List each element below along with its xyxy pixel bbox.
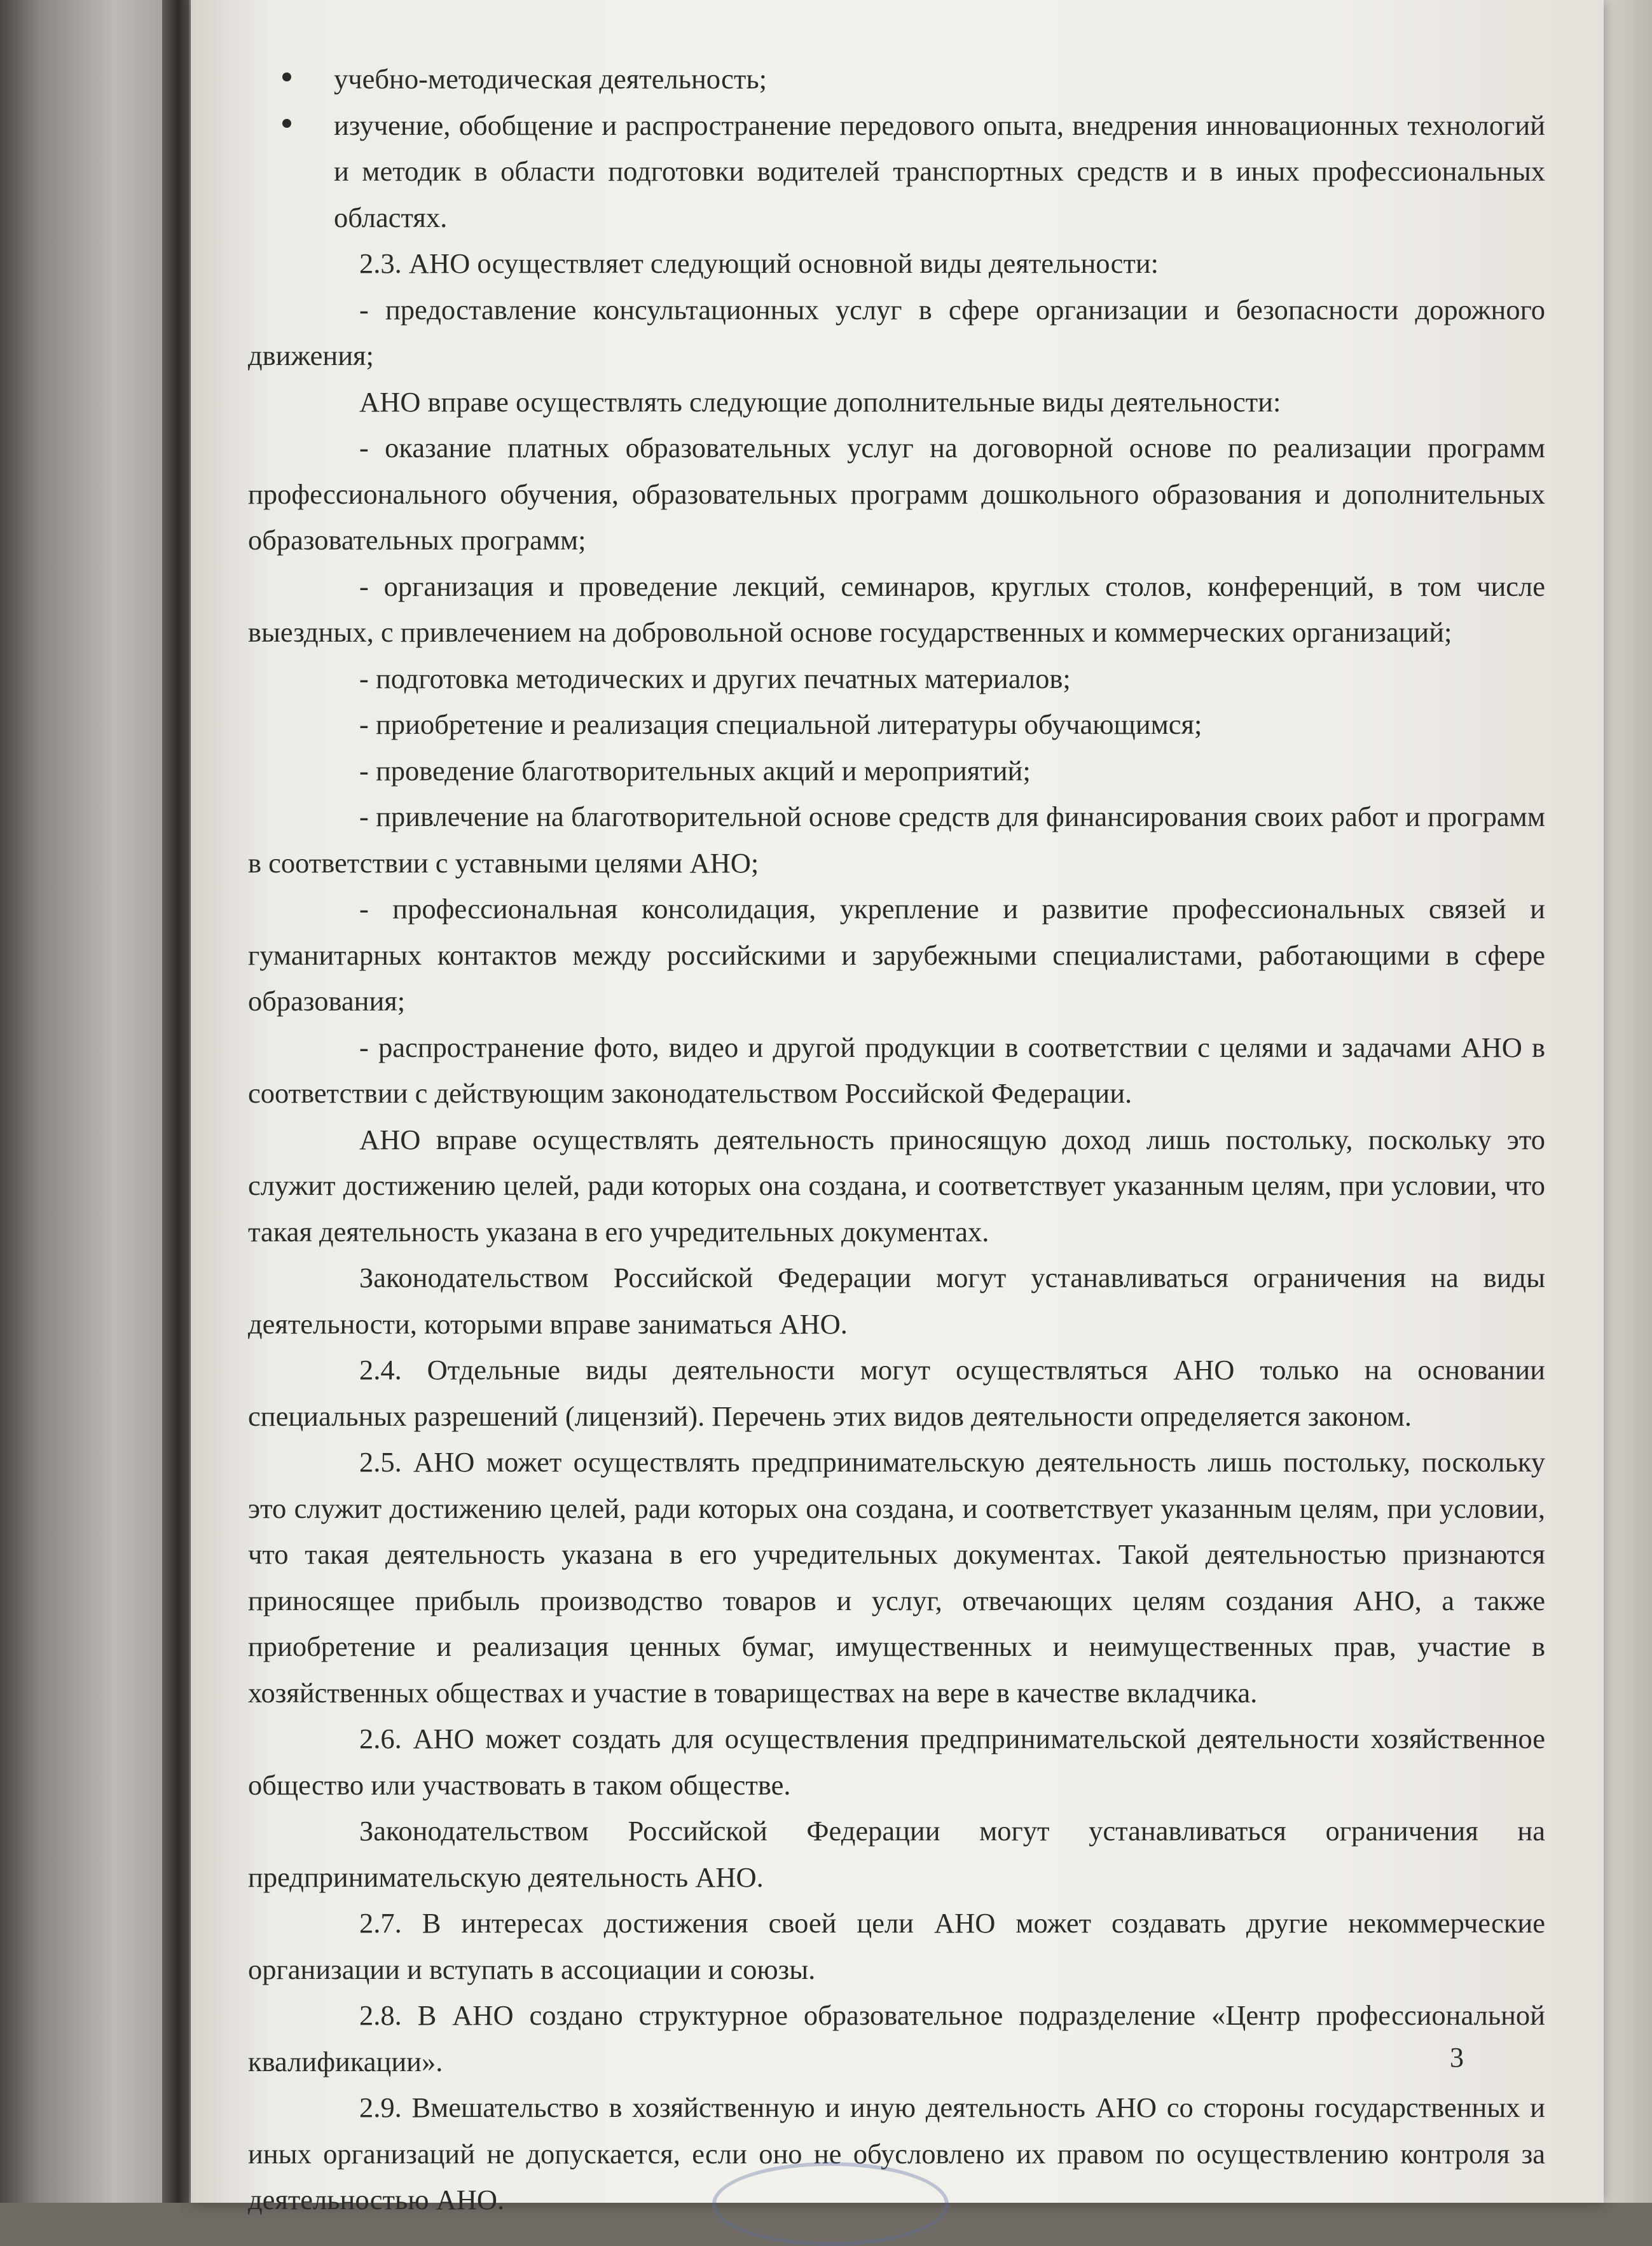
paragraph-restrictions-2: Законодательством Российской Федерации могут устанавливаться ограничения на предпринимательскую деятельность АНО. xyxy=(248,1815,1545,1893)
bullet-icon xyxy=(282,72,291,81)
stamp-fragment-icon xyxy=(712,2162,949,2246)
paragraph-additional-activities: АНО вправе осуществлять следующие дополнительные виды деятельности: xyxy=(359,385,1281,418)
paragraph-2-7: 2.7. В интересах достижения своей цели АНО может создавать другие некоммерческие организации и вступать в ассоциации и союзы. xyxy=(248,1907,1545,1985)
paragraph-2-6: 2.6. АНО может создать для осуществления предпринимательской деятельности хозяйственное общество или участвовать в таком обществе. xyxy=(248,1723,1545,1801)
paragraph-2-9: 2.9. Вмешательство в хозяйственную и иную деятельность АНО со стороны государственных и иных организаций не допускается, если оно не обусловлено их правом по осуществлению контроля за деятельностью АНО. xyxy=(248,2091,1545,2215)
paragraph-literature: - приобретение и реализация специальной литературы обучающимся; xyxy=(359,708,1202,740)
paragraph-paid-services: - оказание платных образовательных услуг на договорной основе по реализации программ профессионального обучения, образовательных программ дошкольного образования и дополнительных образовательных программ; xyxy=(248,432,1545,556)
document-body xyxy=(248,56,1545,2223)
paragraph-2-4: 2.4. Отдельные виды деятельности могут осуществляться АНО только на основании специальных разрешений (лицензий). Перечень этих видов деятельности определяется законом. xyxy=(248,1354,1545,1432)
paragraph-restrictions-1: Законодательством Российской Федерации могут устанавливаться ограничения на виды деятельности, которыми вправе заниматься АНО. xyxy=(248,1262,1545,1340)
paragraph-materials: - подготовка методических и других печатных материалов; xyxy=(359,662,1071,694)
paragraph-2-3: 2.3. АНО осуществляет следующий основной виды деятельности: xyxy=(359,247,1159,279)
bullet-list xyxy=(248,56,1545,240)
document-page xyxy=(191,0,1604,2215)
paragraph-income-activity: АНО вправе осуществлять деятельность приносящую доход лишь постольку, поскольку это служит достижению целей, ради которых она создана, и соответствует указанным целям, при условии, что такая деятельность указана в его учредительных документах. xyxy=(248,1123,1545,1248)
paragraph-2-5: 2.5. АНО может осуществлять предпринимательскую деятельность лишь постольку, поскольку это служит достижению целей, ради которых она создана, и соответствует указанным целям, при условии, что такая деятельность указана в его учредительных документах. Такой деятельностью признаются приносящее прибыль производство товаров и услуг, отвечающих целям создания АНО, а также приобретение и реализация ценных бумаг, имущественных и неимущественных прав, участие в хозяйственных обществах и участие в товариществах на вере в качестве вкладчика. xyxy=(248,1446,1545,1709)
paragraph-consolidation: - профессиональная консолидация, укрепление и развитие профессиональных связей и гуманитарных контактов между российскими и зарубежными специалистами, работающими в сфере образования; xyxy=(248,893,1545,1017)
paragraph-charity-events: - проведение благотворительных акций и мероприятий; xyxy=(359,754,1031,787)
bullet-item: изучение, обобщение и распространение передового опыта, внедрения инновационных технологий и методик в области подготовки водителей транспортных средств и в иных профессиональных областях. xyxy=(248,102,1545,241)
plastic-sleeve-edge xyxy=(1596,0,1652,2203)
paragraph-lectures: - организация и проведение лекций, семинаров, круглых столов, конференций, в том числе выездных, с привлечением на добровольной основе государственных и коммерческих организаций; xyxy=(248,570,1545,648)
paragraph-charity-funds: - привлечение на благотворительной основе средств для финансирования своих работ и программ в соответствии с уставными целями АНО; xyxy=(248,801,1545,879)
bullet-item: учебно-методическая деятельность; xyxy=(248,56,1545,102)
paragraph-distribution: - распространение фото, видео и другой продукции в соответствии с целями и задачами АНО в соответствии с действующим законодательством Российской Федерации. xyxy=(248,1031,1545,1109)
paragraph-2-8: 2.8. В АНО создано структурное образовательное подразделение «Центр профессиональной квалификации». xyxy=(248,1999,1545,2077)
bullet-icon xyxy=(282,119,291,128)
page-number: 3 xyxy=(1450,2042,1464,2073)
paragraph-consulting: - предоставление консультационных услуг в сфере организации и безопасности дорожного движения; xyxy=(248,293,1545,371)
binder-spine-edge xyxy=(162,0,189,2203)
